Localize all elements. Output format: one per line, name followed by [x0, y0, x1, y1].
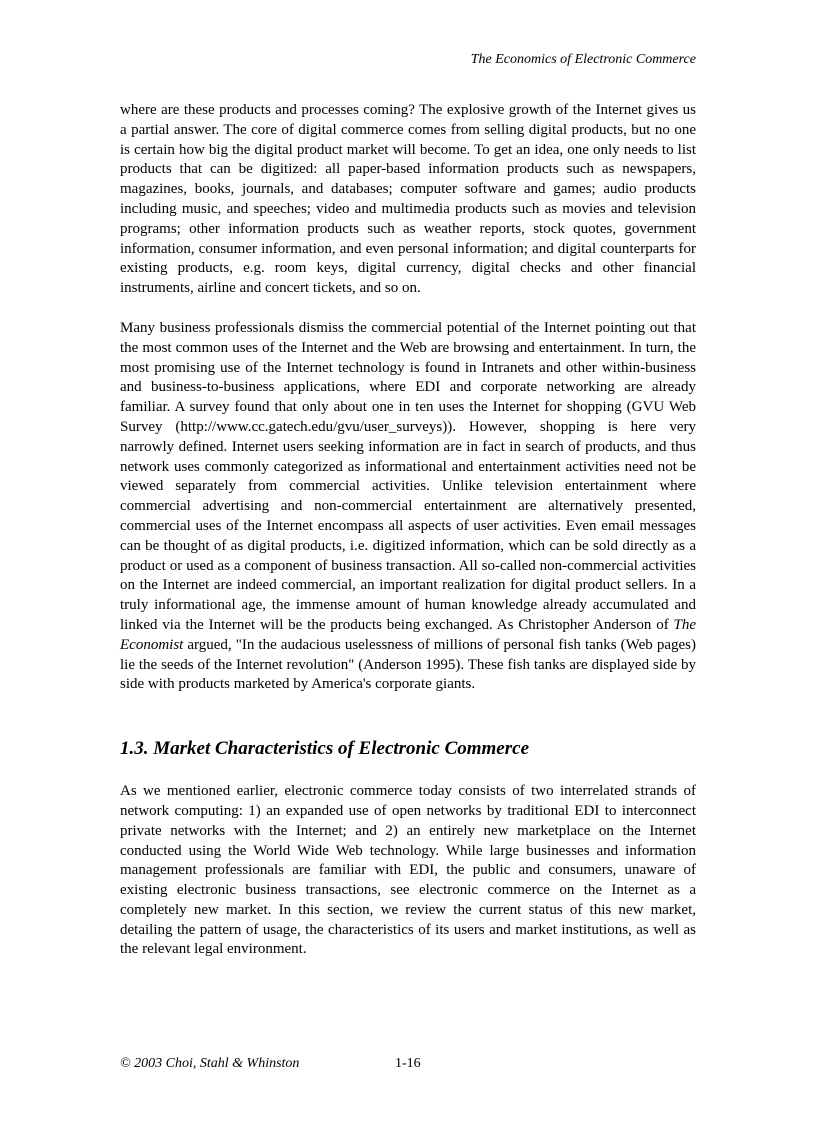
paragraph-text-part-1: Many business professionals dismiss the commercial potential of the Internet pointing out that the most common uses of the Internet and the Web are browsing and entertainment. In turn, the most promising use of the Internet technology is found in Intranets and other within-business and business-to-business applications, where EDI and corporate networking are already familiar. A survey found that only about one in ten uses the Internet for shopping (GVU Web Survey (http://www.cc.gatech.edu/gvu/user_surveys)). However, shopping is here very narrowly defined. Internet users seeking information are in fact in search of products, and thus network uses commonly categorized as informational and entertainment activities need not be viewed separately from commercial activities. Unlike television entertainment where commercial advertising and non-commercial entertainment are alternatively presented, commercial uses of the Internet encompass all aspects of user activities. Even email messages can be thought of as digital products, i.e. digitized information, which can be sold directly as a product or used as a component of business transaction. All so-called non-commercial activities on the Internet are indeed commercial, an important realization for digital product sellers. In a truly informational age, the immense amount of human knowledge already accumulated and linked via the Internet will be the products being exchanged. As Christopher Anderson of	[120, 319, 696, 633]
running-header: The Economics of Electronic Commerce	[470, 52, 696, 67]
page-body	[120, 101, 696, 960]
section-heading: 1.3. Market Characteristics of Electronic Commerce	[120, 738, 530, 760]
publication-title-italic: The Economist	[120, 616, 696, 653]
paragraph-commercial-potential	[120, 319, 696, 695]
paragraph-market-characteristics: As we mentioned earlier, electronic commerce today consists of two interrelated strands of network computing: 1) an expanded use of open networks by traditional EDI to interconnect private networks with the Internet; and 2) an entirely new marketplace on the Internet conducted using the World Wide Web technology. While large businesses and information management professionals are familiar with EDI, the public and consumers, unaware of existing electronic business transactions, see electronic commerce on the Internet as a completely new market. In this section, we review the current status of this new market, detailing the pattern of usage, the characteristics of its users and market institutions, as well as the relevant legal environment.	[120, 783, 696, 958]
paragraph-text-part-2: argued, "In the audacious uselessness of millions of personal fish tanks (Web pages) lie the seeds of the Internet revolution" (Anderson 1995). These fish tanks are displayed side by side with products marketed by America's corporate giants.	[120, 636, 696, 693]
copyright-notice: © 2003 Choi, Stahl & Whinston	[120, 1056, 300, 1071]
page-number: 1-16	[395, 1056, 421, 1071]
paragraph-digital-products: where are these products and processes coming? The explosive growth of the Internet gives us a partial answer. The core of digital commerce comes from selling digital products, but no one is certain how big the digital product market will become. To get an idea, one only needs to list products that can be digitized: all paper-based information products such as newspapers, magazines, books, journals, and databases; computer software and games; audio products including music, and speeches; video and multimedia products such as movies and television programs; other information products such as weather reports, stock quotes, government information, consumer information, and even personal information; and digital counterparts for existing products, e.g. room keys, digital currency, digital checks and other financial instruments, airline and concert tickets, and so on.	[120, 102, 696, 297]
